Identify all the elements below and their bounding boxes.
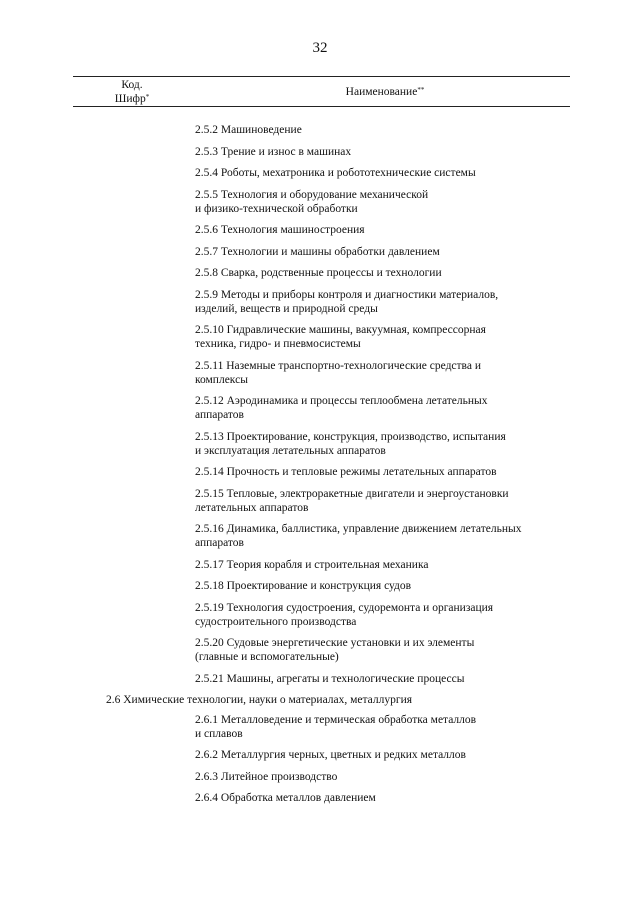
list-item-text-line: аппаратов [195, 537, 244, 549]
list-item-text-line: летательных аппаратов [195, 501, 309, 514]
list-item-text-line: судостроительного производства [195, 615, 357, 628]
list-item [0, 672, 640, 686]
list-item-text-line: 2.6.4 Обработка металлов давлением [195, 792, 376, 804]
list-item-text-line: 2.5.4 Роботы, мехатроника и робототехнические системы [195, 167, 476, 179]
list-item-text-line: 2.5.14 Прочность и тепловые режимы летательных аппаратов [195, 466, 497, 478]
list-item [0, 770, 640, 784]
list-item-text-line: 2.5.5 Технология и оборудование механической [195, 188, 429, 201]
code-header-line2 [100, 92, 164, 106]
table-header-rule [73, 106, 570, 107]
list-item-text-line: 2.6.3 Литейное производство [195, 770, 338, 783]
list-item [0, 223, 640, 237]
list-item-text-line: и эксплуатация летательных аппаратов [195, 444, 386, 457]
specialty-list [0, 123, 640, 813]
list-item [0, 245, 640, 259]
list-item-text-line: 2.5.21 Машины, агрегаты и технологические процессы [195, 672, 465, 685]
list-item-text-line: 2.6 Химические технологии, науки о материалах, металлургия [106, 694, 413, 706]
list-item [0, 522, 640, 550]
list-item [0, 558, 640, 572]
list-item-text-line: 2.5.15 Тепловые, электроракетные двигатели и энергоустановки [195, 487, 509, 500]
list-item-text-line: 2.5.19 Технология судостроения, судоремонта и организация [195, 601, 494, 614]
list-item-text-line: (главные и вспомогательные) [195, 651, 339, 663]
list-item [0, 394, 640, 422]
list-item [0, 123, 640, 137]
list-item-text-line: 2.5.7 Технологии и машины обработки давлением [195, 245, 440, 258]
list-item-text-line: 2.5.13 Проектирование, конструкция, производство, испытания [195, 430, 506, 443]
list-item-text-line: изделий, веществ и природной среды [195, 302, 378, 315]
list-item-text-line: 2.5.10 Гидравлические машины, вакуумная, компрессорная [195, 324, 486, 336]
name-header-footnote-mark: ** [417, 86, 425, 94]
list-item [0, 188, 640, 216]
list-item [0, 748, 640, 762]
list-item-text-line: 2.5.17 Теория корабля и строительная механика [195, 558, 429, 571]
list-item [0, 288, 640, 316]
list-item-text-line: 2.5.12 Аэродинамика и процессы теплообмена летательных [195, 395, 488, 407]
list-item-text-line: 2.5.11 Наземные транспортно-технологические средства и [195, 359, 481, 372]
list-item-text-line: и физико-технической обработки [195, 202, 358, 215]
list-item-text-line: 2.5.18 Проектирование и конструкция судов [195, 580, 412, 592]
list-item [0, 636, 640, 664]
list-item [0, 465, 640, 479]
list-item [0, 487, 640, 515]
list-item [0, 145, 640, 159]
list-item [0, 791, 640, 805]
list-item [0, 579, 640, 593]
list-item-text-line: 2.5.9 Методы и приборы контроля и диагностики материалов, [195, 288, 499, 301]
code-header-line1: Код. [121, 79, 143, 91]
list-item [0, 713, 640, 741]
section-heading [0, 693, 640, 707]
list-item-text-line: 2.5.8 Сварка, родственные процессы и технологии [195, 267, 442, 279]
list-item [0, 601, 640, 629]
list-item [0, 266, 640, 280]
list-item-text-line: 2.5.16 Динамика, баллистика, управление движением летательных [195, 523, 522, 535]
code-header-footnote-mark: * [145, 93, 150, 101]
list-item-text-line: 2.6.2 Металлургия черных, цветных и редких металлов [195, 749, 466, 761]
list-item [0, 430, 640, 458]
list-item-text-line: 2.5.3 Трение и износ в машинах [195, 145, 352, 158]
list-item-text-line: техника, гидро- и пневмосистемы [195, 338, 361, 350]
list-item-text-line: 2.6.1 Металловедение и термическая обработка металлов [195, 713, 477, 726]
code-column-header [100, 78, 164, 106]
list-item [0, 323, 640, 351]
code-header-label: Шифр [114, 93, 146, 105]
page-number: 32 [312, 40, 328, 56]
list-item-text-line: и сплавов [195, 727, 243, 740]
list-item-text-line: комплексы [195, 373, 248, 386]
name-column-header [200, 85, 570, 99]
list-item [0, 166, 640, 180]
list-item-text-line: 2.5.2 Машиноведение [195, 124, 302, 136]
list-item [0, 359, 640, 387]
table-top-rule [73, 76, 570, 77]
name-header-label: Наименование [345, 86, 418, 98]
list-item-text-line: 2.5.6 Технология машиностроения [195, 224, 365, 236]
list-item-text-line: аппаратов [195, 409, 244, 421]
list-item-text-line: 2.5.20 Судовые энергетические установки и их элементы [195, 637, 475, 649]
